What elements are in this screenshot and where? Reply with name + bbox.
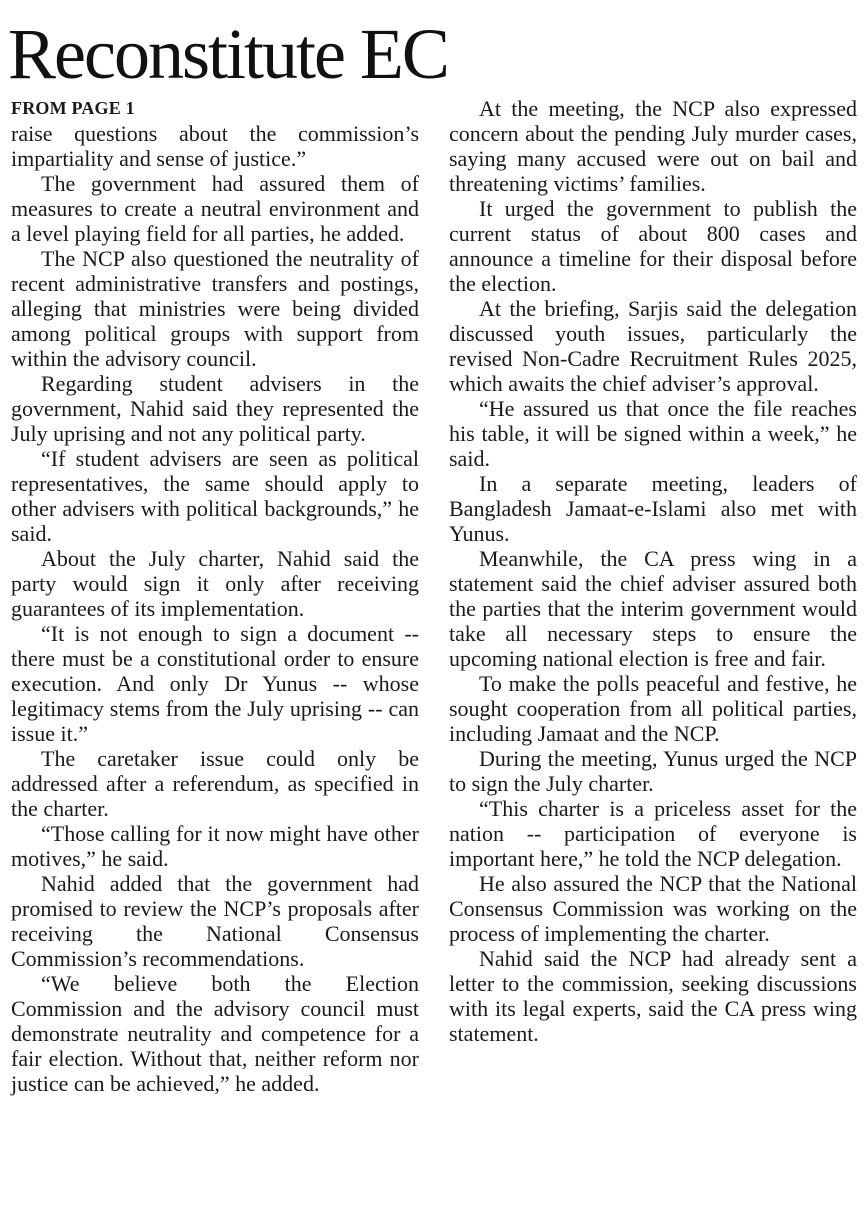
- paragraph: Meanwhile, the CA press wing in a statement said the chief adviser assured both the parties that the interim government would take all necessary steps to ensure the upcoming national election is free and fair.: [449, 546, 857, 671]
- paragraph: About the July charter, Nahid said the party would sign it only after receiving guarantees of its implementation.: [11, 546, 419, 621]
- article-column-left: [11, 96, 419, 1096]
- paragraph: “We believe both the Election Commission and the advisory council must demonstrate neutrality and competence for a fair election. Without that, neither reform nor justice can be achieved,” he added.: [11, 971, 419, 1096]
- article-column-right: [449, 96, 857, 1046]
- paragraph: The caretaker issue could only be addressed after a referendum, as specified in the charter.: [11, 746, 419, 821]
- paragraph: Nahid said the NCP had already sent a letter to the commission, seeking discussions with its legal experts, said the CA press wing statement.: [449, 946, 857, 1046]
- paragraph: At the meeting, the NCP also expressed concern about the pending July murder cases, saying many accused were out on bail and threatening victims’ families.: [449, 96, 857, 196]
- paragraph: “If student advisers are seen as political representatives, the same should apply to other advisers with political backgrounds,” he said.: [11, 446, 419, 546]
- paragraph: Regarding student advisers in the government, Nahid said they represented the July uprising and not any political party.: [11, 371, 419, 446]
- paragraph: “It is not enough to sign a document -- there must be a constitutional order to ensure execution. And only Dr Yunus -- whose legitimacy stems from the July uprising -- can issue it.”: [11, 621, 419, 746]
- paragraph: He also assured the NCP that the National Consensus Commission was working on the process of implementing the charter.: [449, 871, 857, 946]
- headline: Reconstitute EC: [8, 14, 448, 94]
- paragraph: “He assured us that once the file reaches his table, it will be signed within a week,” he said.: [449, 396, 857, 471]
- paragraph: The government had assured them of measures to create a neutral environment and a level playing field for all parties, he added.: [11, 171, 419, 246]
- jump-line: FROM PAGE 1: [11, 98, 135, 118]
- paragraph: It urged the government to publish the current status of about 800 cases and announce a timeline for their disposal before the election.: [449, 196, 857, 296]
- paragraph: Nahid added that the government had promised to review the NCP’s proposals after receiving the National Consensus Commission’s recommendations.: [11, 871, 419, 971]
- paragraph: In a separate meeting, leaders of Bangladesh Jamaat-e-Islami also met with Yunus.: [449, 471, 857, 546]
- paragraph: “Those calling for it now might have other motives,” he said.: [11, 821, 419, 871]
- paragraph: To make the polls peaceful and festive, he sought cooperation from all political parties, including Jamaat and the NCP.: [449, 671, 857, 746]
- paragraph: “This charter is a priceless asset for the nation -- participation of everyone is important here,” he told the NCP delegation.: [449, 796, 857, 871]
- paragraph: The NCP also questioned the neutrality of recent administrative transfers and postings, alleging that ministries were being divided among political groups with support from within the advisory council.: [11, 246, 419, 371]
- paragraph: raise questions about the commission’s impartiality and sense of justice.”: [11, 121, 419, 171]
- paragraph: At the briefing, Sarjis said the delegation discussed youth issues, particularly the revised Non-Cadre Recruitment Rules 2025, which awaits the chief adviser’s approval.: [449, 296, 857, 396]
- paragraph: During the meeting, Yunus urged the NCP to sign the July charter.: [449, 746, 857, 796]
